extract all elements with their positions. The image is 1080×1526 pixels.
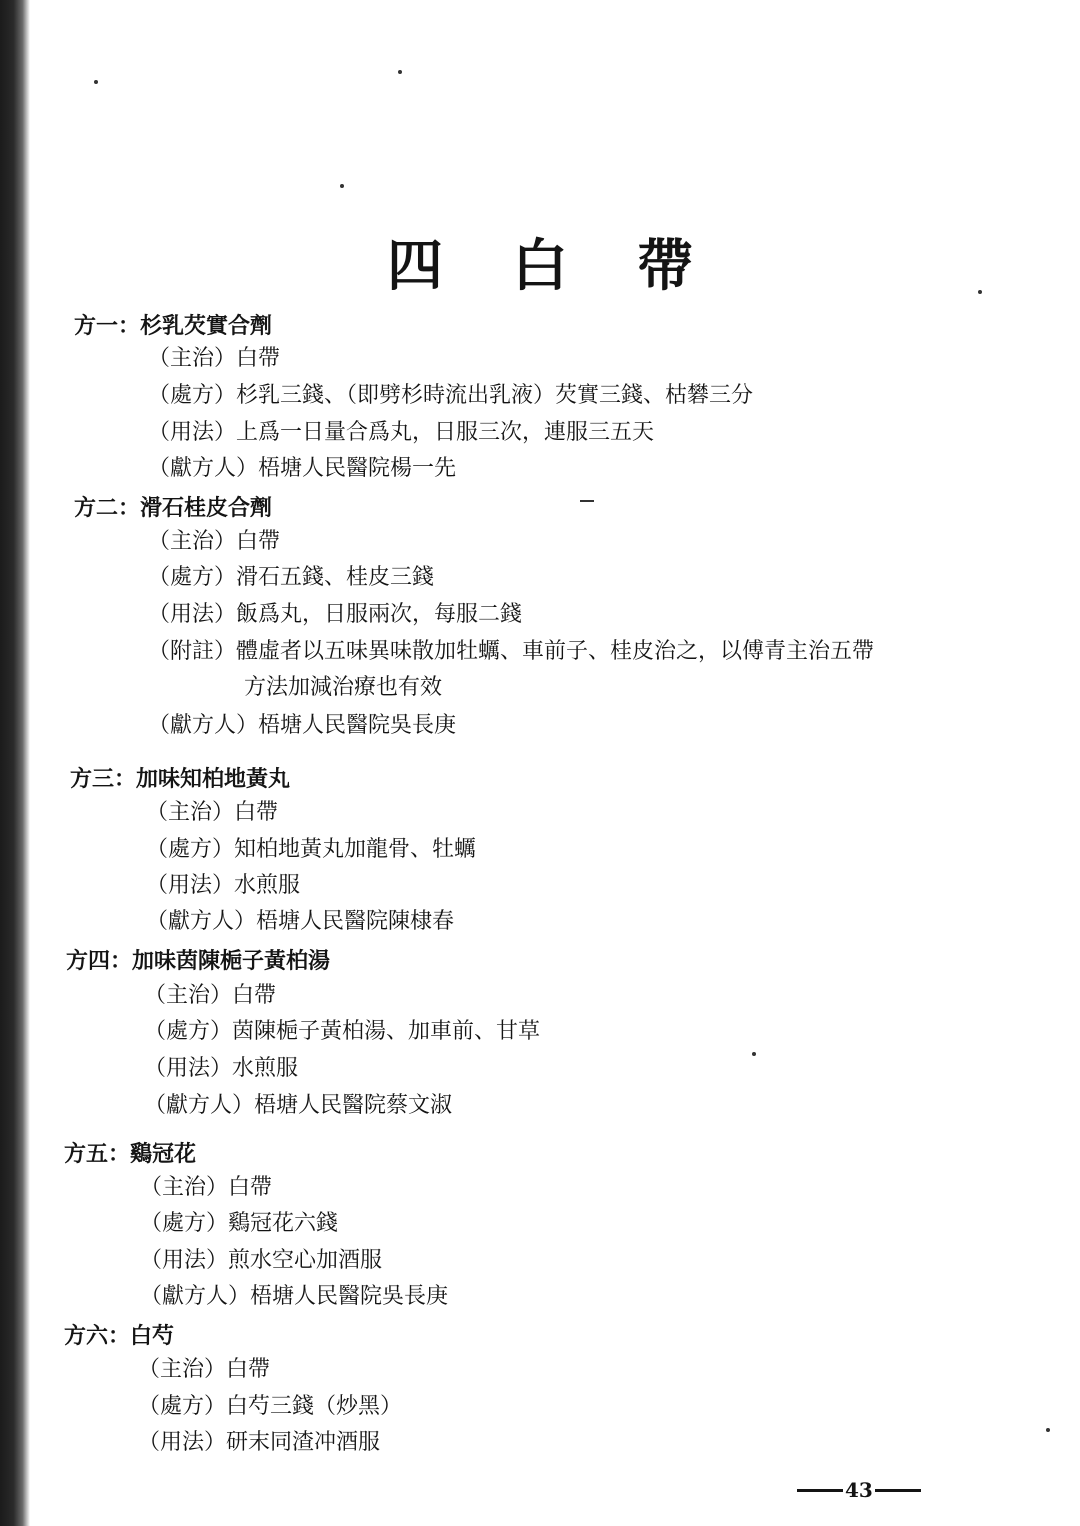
prescription-1-line-indication: （主治）白帶 [148, 346, 281, 371]
prescription-2-line-usage: （用法）飯爲丸，日服兩次，每服二錢 [148, 602, 523, 627]
page-number-dash-right [875, 1489, 921, 1492]
prescription-4-line-contributor: （獻方人）梧塘人民醫院蔡文淑 [144, 1093, 453, 1118]
prescription-2-label: 方二： [74, 495, 141, 521]
prescription-2-name: 滑石桂皮合劑 [140, 495, 273, 521]
scan-speck [752, 1052, 756, 1056]
prescription-6-line-formula: （處方）白芍三錢（炒黑） [138, 1394, 403, 1419]
prescription-6-heading [64, 1319, 174, 1350]
prescription-1-line-contributor: （獻方人）梧塘人民醫院楊一先 [148, 456, 457, 481]
prescription-3-name: 加味知柏地黃丸 [136, 766, 291, 792]
title-char-2: 白 [512, 233, 568, 299]
prescription-4-line-formula: （處方）茵陳梔子黃柏湯、加車前、甘草 [144, 1019, 541, 1044]
prescription-2-heading [74, 491, 272, 522]
prescription-3-line-formula: （處方）知柏地黃丸加龍骨、牡蠣 [146, 837, 477, 862]
page-number-value: 43 [845, 1478, 873, 1502]
prescription-1-name: 杉乳芡實合劑 [140, 313, 273, 339]
prescription-5-line-formula: （處方）鷄冠花六錢 [140, 1211, 339, 1236]
prescription-3-line-indication: （主治）白帶 [146, 800, 279, 825]
prescription-6-line-usage: （用法）研末同渣冲酒服 [138, 1430, 381, 1455]
prescription-2-line-note: （附註）體虛者以五味異味散加牡蠣、車前子、桂皮治之，以傅青主治五帶 [148, 639, 875, 664]
scan-speck [580, 500, 594, 502]
prescription-6-name: 白芍 [130, 1323, 175, 1349]
prescription-6-line-indication: （主治）白帶 [138, 1357, 271, 1382]
prescription-1-line-formula: （處方）杉乳三錢、（即劈杉時流出乳液）芡實三錢、枯礬三分 [148, 383, 754, 408]
prescription-3-line-contributor: （獻方人）梧塘人民醫院陳棣春 [146, 909, 455, 934]
prescription-3-label: 方三： [70, 766, 137, 792]
scan-speck [1046, 1428, 1050, 1432]
prescription-5-label: 方五： [64, 1141, 131, 1167]
prescription-3-line-usage: （用法）水煎服 [146, 873, 301, 898]
prescription-4-name: 加味茵陳梔子黃柏湯 [132, 948, 331, 974]
prescription-3-heading [70, 762, 290, 793]
prescription-5-heading [64, 1137, 196, 1168]
prescription-5-name: 鷄冠花 [130, 1141, 197, 1167]
prescription-2-line-indication: （主治）白帶 [148, 529, 281, 554]
prescription-1-heading [74, 309, 272, 340]
page-number [795, 1478, 923, 1502]
prescription-4-heading [66, 944, 330, 975]
prescription-5-line-contributor: （獻方人）梧塘人民醫院吳長庚 [140, 1284, 449, 1309]
title-char-3: 帶 [637, 233, 693, 299]
prescription-1-label: 方一： [74, 313, 141, 339]
prescription-2-line-note-continued: 方法加減治療也有效 [244, 675, 443, 700]
scan-speck [398, 70, 402, 74]
page-number-dash-left [797, 1489, 843, 1492]
prescription-1-line-usage: （用法）上爲一日量合爲丸，日服三次，連服三五天 [148, 420, 655, 445]
scan-speck [94, 80, 98, 84]
scan-speck [340, 184, 344, 188]
prescription-2-line-formula: （處方）滑石五錢、桂皮三錢 [148, 565, 435, 590]
prescription-5-line-indication: （主治）白帶 [140, 1175, 273, 1200]
prescription-4-line-usage: （用法）水煎服 [144, 1056, 299, 1081]
prescription-4-line-indication: （主治）白帶 [144, 983, 277, 1008]
scan-speck [978, 290, 982, 294]
prescription-5-line-usage: （用法）煎水空心加酒服 [140, 1248, 383, 1273]
prescription-4-label: 方四： [66, 948, 133, 974]
title-char-1: 四 [387, 233, 443, 299]
prescription-2-line-contributor: （獻方人）梧塘人民醫院吳長庚 [148, 713, 457, 738]
prescription-6-label: 方六： [64, 1323, 131, 1349]
